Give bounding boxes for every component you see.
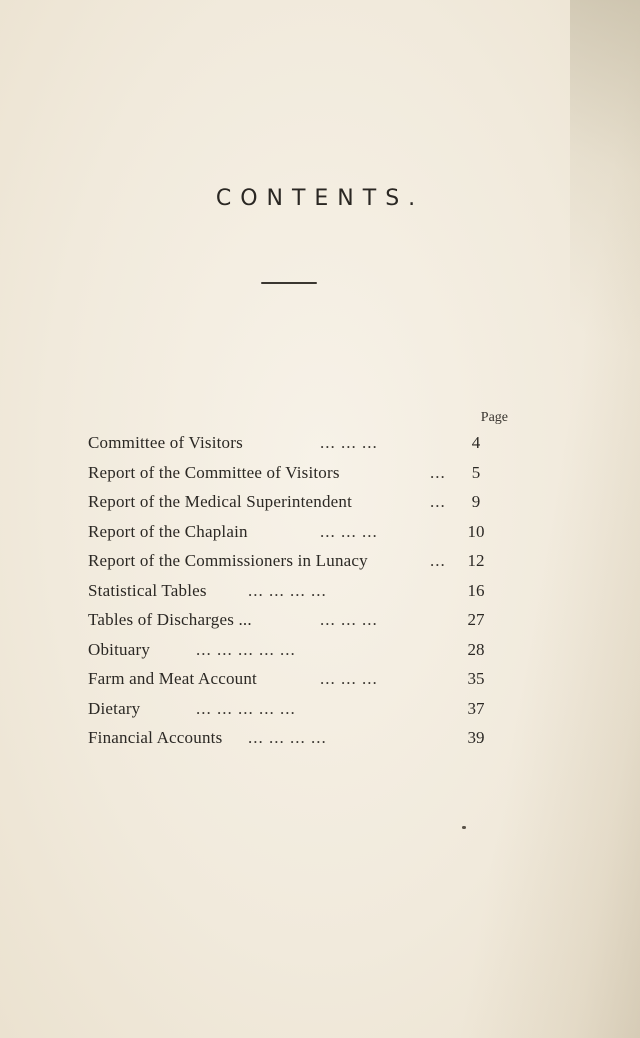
toc-entry-page: 35 — [467, 669, 485, 688]
toc-entry — [88, 605, 508, 635]
toc-entry-title: Report of the Commissioners in Lunacy — [88, 551, 368, 570]
toc-entry-title: Statistical Tables — [88, 580, 207, 600]
toc-entry-title: Farm and Meat Account — [88, 669, 257, 688]
toc-entry-page: 27 — [467, 610, 485, 629]
toc-entry-page: 5 — [471, 462, 481, 482]
toc-entry-leader: ... ... ... — [320, 521, 378, 541]
toc-entry-title: Financial Accounts — [88, 728, 223, 747]
toc-entry-leader: ... ... ... ... — [248, 580, 327, 600]
toc-entry-page: 37 — [467, 698, 485, 718]
toc-entry-title: Dietary — [88, 698, 141, 718]
ink-speck — [462, 826, 466, 829]
toc-entry-leader: ... ... ... ... ... — [196, 639, 296, 659]
toc-entry-leader: ... — [430, 551, 446, 570]
toc-entry-page: 39 — [467, 728, 485, 747]
toc-entry-title: Committee of Visitors — [88, 433, 243, 452]
toc-entry-page: 10 — [467, 521, 485, 541]
toc-entry — [88, 664, 508, 694]
toc-entry-title: Obituary — [88, 639, 151, 659]
toc-entry-leader: ... ... ... — [320, 610, 378, 629]
toc-entry-page: 28 — [467, 639, 485, 659]
toc-entry-leader: ... ... ... ... — [248, 728, 327, 747]
toc-entry-leader: ... — [430, 462, 446, 482]
page-column-heading: Page — [480, 410, 508, 425]
toc-entry — [88, 576, 508, 606]
toc-entry-page: 4 — [471, 433, 481, 452]
toc-entry — [88, 487, 508, 517]
contents-title: CONTENTS. — [215, 186, 425, 211]
toc-entry-page: 9 — [471, 492, 481, 511]
toc-entry-title: Report of the Medical Superintendent — [88, 492, 353, 511]
table-of-contents — [88, 428, 508, 753]
toc-entry-leader: ... ... ... ... ... — [196, 698, 296, 718]
toc-entry — [88, 428, 508, 458]
toc-entry — [88, 694, 508, 724]
toc-entry — [88, 546, 508, 576]
toc-entry-leader: ... ... ... — [320, 433, 378, 452]
toc-entry-leader: ... ... ... — [320, 669, 378, 688]
toc-entry-page: 12 — [467, 551, 485, 570]
toc-entry — [88, 723, 508, 753]
toc-entry-page: 16 — [467, 580, 485, 600]
toc-entry-title: Report of the Chaplain — [88, 521, 248, 541]
toc-entry — [88, 635, 508, 665]
toc-entry-title: Tables of Discharges ... — [88, 610, 252, 629]
toc-entry-title: Report of the Committee of Visitors — [88, 462, 340, 482]
toc-entry-leader: ... — [430, 492, 446, 511]
toc-entry — [88, 517, 508, 547]
title-divider — [261, 282, 317, 284]
toc-entry — [88, 458, 508, 488]
